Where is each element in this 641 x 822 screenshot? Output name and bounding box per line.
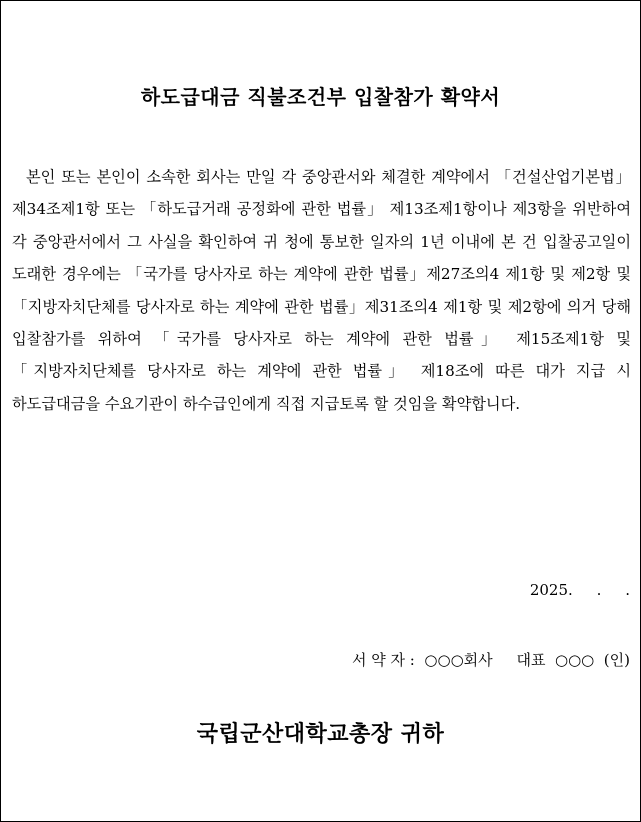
signer-line: 서 약 자 : ○○○회사 대표 ○○○ (인) xyxy=(352,651,630,669)
document-body: 본인 또는 본인이 소속한 회사는 만일 각 중앙관서와 체결한 계약에서 「건설산업기본법」제34조제1항 또는 「하도급거래 공정화에 관한 법률」 제13조제1항이나 제3항을 위반하여 각 중앙관서에서 그 사실을 확인하여 귀 청에 통보한 일자의 1년 이내에 본 건 입찰공고일이 도래한 경우에는 「국가를 당사자로 하는 계약에 관한 법률」제27조의4 제1항 및 제2항 및 「지방자치단체를 당사자로 하는 계약에 관한 법률」제31조의4 제1항 및 제2항에 의거 당해 입찰참가를 위하여 「국가를 당사자로 하는 계약에 관한 법률」 제15조제1항 및 「지방자치단체를 당사자로 하는 계약에 관한 법률」 제18조에 따른 대가 지급 시 하도급대금을 수요기관이 하수급인에게 직접 지급토록 할 것임을 확약합니다. xyxy=(12,168,631,413)
document-title: 하도급대금 직불조건부 입찰참가 확약서 xyxy=(140,85,501,109)
document-date: 2025. . . xyxy=(529,581,630,599)
recipient-line: 국립군산대학교총장 귀하 xyxy=(196,721,445,747)
